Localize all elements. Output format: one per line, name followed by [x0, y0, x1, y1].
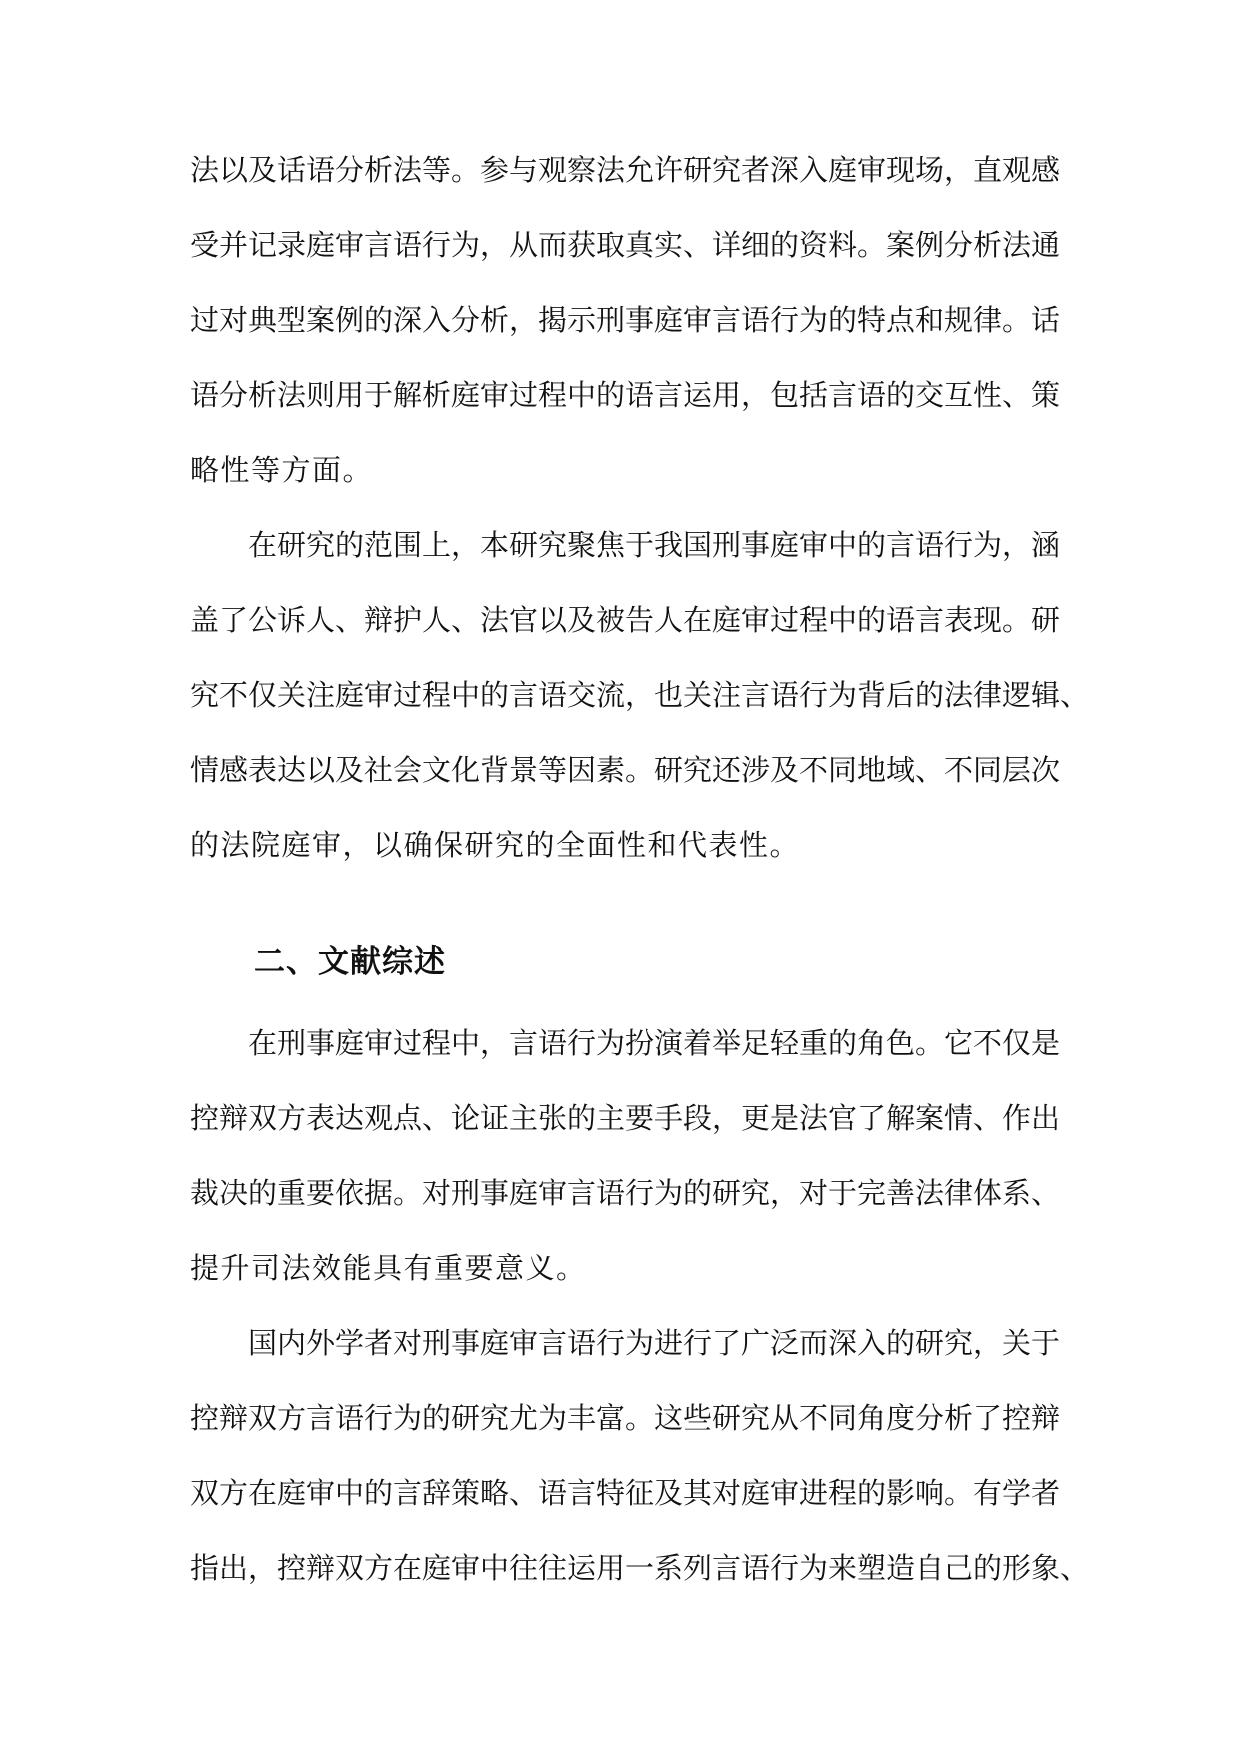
- paragraph-1-line-5: 略性等方面。: [190, 453, 374, 487]
- paragraph-3-line-1: 在刑事庭审过程中，言语行为扮演着举足轻重的角色。它不仅是: [248, 1026, 1061, 1060]
- paragraph-1-line-2: 受并记录庭审言语行为，从而获取真实、详细的资料。案例分析法通: [190, 228, 1061, 262]
- paragraph-4-line-2: 控辩双方言语行为的研究尤为丰富。这些研究从不同角度分析了控辩: [190, 1401, 1061, 1435]
- paragraph-1-line-4: 语分析法则用于解析庭审过程中的语言运用，包括言语的交互性、策: [190, 378, 1061, 412]
- paragraph-3-line-4: 提升司法效能具有重要意义。: [190, 1251, 587, 1285]
- paragraph-2-line-5: 的法院庭审，以确保研究的全面性和代表性。: [190, 828, 801, 862]
- paragraph-1-line-3: 过对典型案例的深入分析，揭示刑事庭审言语行为的特点和规律。话: [190, 303, 1061, 337]
- paragraph-3-line-2: 控辩双方表达观点、论证主张的主要手段，更是法官了解案情、作出: [190, 1101, 1061, 1135]
- paragraph-3-line-3: 裁决的重要依据。对刑事庭审言语行为的研究，对于完善法律体系、: [190, 1176, 1061, 1210]
- paragraph-1-line-1: 法以及话语分析法等。参与观察法允许研究者深入庭审现场，直观感: [190, 153, 1061, 187]
- paragraph-4-line-3: 双方在庭审中的言辞策略、语言特征及其对庭审进程的影响。有学者: [190, 1476, 1061, 1510]
- paragraph-2-line-2: 盖了公诉人、辩护人、法官以及被告人在庭审过程中的语言表现。研: [190, 603, 1061, 637]
- paragraph-2-line-4: 情感表达以及社会文化背景等因素。研究还涉及不同地域、不同层次: [190, 753, 1061, 787]
- paragraph-4-line-4: 指出，控辩双方在庭审中往往运用一系列言语行为来塑造自己的形象、: [190, 1551, 1090, 1585]
- paragraph-2-line-1: 在研究的范围上，本研究聚焦于我国刑事庭审中的言语行为，涵: [248, 528, 1061, 562]
- paragraph-4-line-1: 国内外学者对刑事庭审言语行为进行了广泛而深入的研究，关于: [248, 1326, 1061, 1360]
- section-heading: 二、文献综述: [254, 944, 446, 980]
- paragraph-2-line-3: 究不仅关注庭审过程中的言语交流，也关注言语行为背后的法律逻辑、: [190, 678, 1090, 712]
